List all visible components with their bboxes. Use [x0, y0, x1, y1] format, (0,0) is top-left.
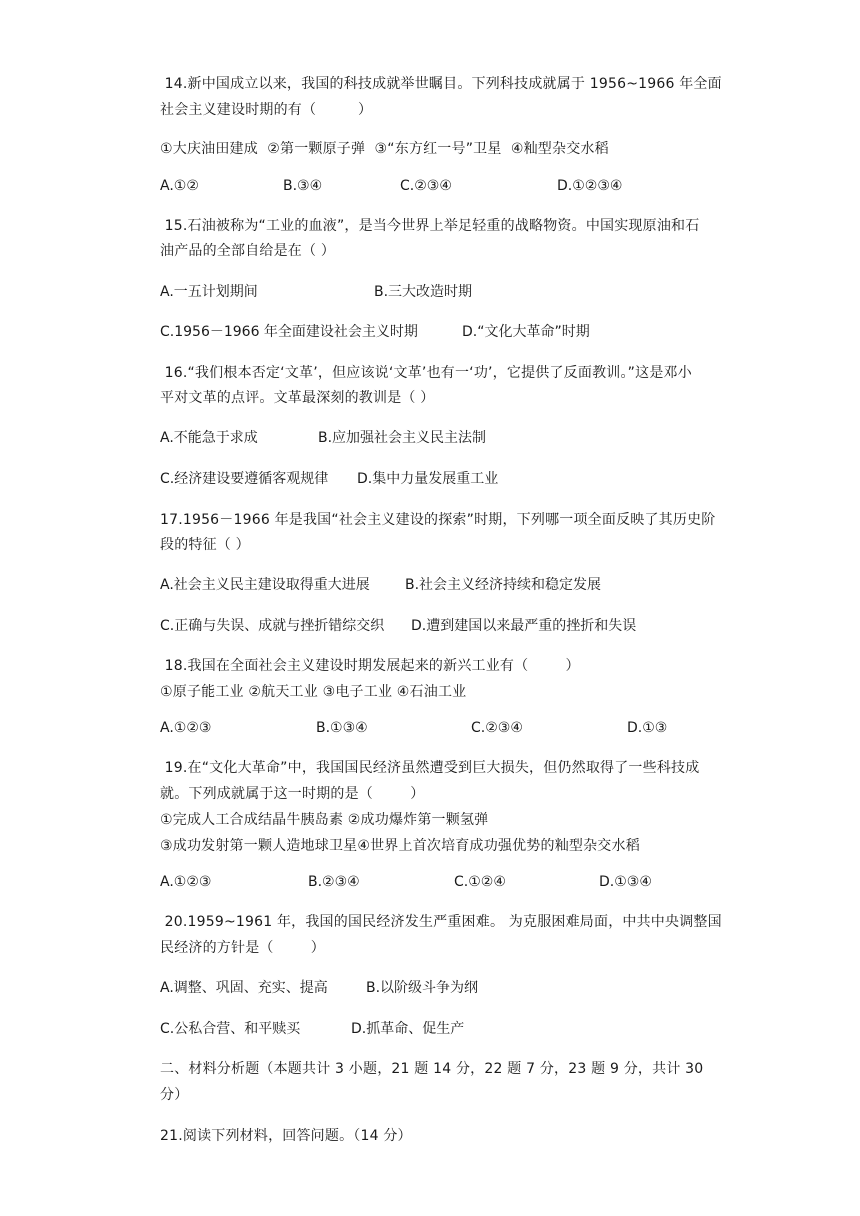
- q19-option-a: A.①②③: [160, 874, 212, 890]
- q16-option-d: D.集中力量发展重工业: [357, 471, 499, 487]
- q17-option-c: C.正确与失误、成就与挫折错综交织: [160, 618, 385, 634]
- q15-stem-line2: 油产品的全部自给是在（ ）: [160, 243, 336, 259]
- q20-option-c: C.公私合营、和平赎买: [160, 1021, 301, 1037]
- q20-option-a: A.调整、巩固、充实、提高: [160, 980, 328, 996]
- q17-option-d: D.遭到建国以来最严重的挫折和失误: [411, 618, 637, 634]
- q17-stem-line1: 17.1956－1966 年是我国“社会主义建设的探索”时期，下列哪一项全面反映了其历史阶: [160, 512, 716, 528]
- q15-option-c: C.1956－1966 年全面建设社会主义时期: [160, 324, 418, 340]
- q14-option-d: D.①②③④: [557, 178, 623, 194]
- q19-option-d: D.①③④: [599, 874, 652, 890]
- q14-option-c: C.②③④: [400, 178, 452, 194]
- q19-option-c: C.①②④: [454, 874, 506, 890]
- q17-option-b: B.社会主义经济持续和稳定发展: [405, 577, 602, 593]
- q14-items: ①大庆油田建成 ②第一颗原子弹 ③“东方红一号”卫星 ④籼型杂交水稻: [160, 141, 609, 157]
- q16-option-b: B.应加强社会主义民主法制: [318, 430, 487, 446]
- q16-stem-line2: 平对文革的点评。文革最深刻的教训是（ ）: [160, 390, 435, 406]
- q18-items: ①原子能工业 ②航天工业 ③电子工业 ④石油工业: [160, 684, 467, 700]
- q20-option-b: B.以阶级斗争为纲: [366, 980, 479, 996]
- q18-option-b: B.①③④: [316, 720, 368, 736]
- q18-option-c: C.②③④: [471, 720, 523, 736]
- q14-option-b: B.③④: [283, 178, 323, 194]
- q20-stem-line1: 20.1959~1961 年，我国的国民经济发生严重困难。 为克服困难局面，中共中央调整国: [160, 914, 722, 930]
- q16-option-a: A.不能急于求成: [160, 430, 258, 446]
- q14-option-a: A.①②: [160, 178, 199, 194]
- q19-items-line1: ①完成人工合成结晶牛胰岛素 ②成功爆炸第一颗氢弹: [160, 812, 489, 828]
- q18-stem: 18.我国在全面社会主义建设时期发展起来的新兴工业有（ ）: [160, 658, 580, 674]
- q14-stem-line2: 社会主义建设时期的有（ ）: [160, 102, 373, 118]
- q15-option-b: B.三大改造时期: [374, 284, 473, 300]
- q18-option-a: A.①②③: [160, 720, 212, 736]
- q18-option-d: D.①③: [627, 720, 668, 736]
- q20-option-d: D.抓革命、促生产: [351, 1021, 465, 1037]
- q20-stem-line2: 民经济的方针是（ ）: [160, 940, 326, 956]
- q19-stem-line1: 19.在“文化大革命”中，我国国民经济虽然遭受到巨大损失，但仍然取得了一些科技成: [160, 760, 700, 776]
- q14-stem-line1: 14.新中国成立以来，我国的科技成就举世瞩目。下列科技成就属于 1956~1966 年全面: [160, 76, 722, 92]
- q16-option-c: C.经济建设要遵循客观规律: [160, 471, 329, 487]
- q19-option-b: B.②③④: [308, 874, 360, 890]
- section2-heading-line1: 二、材料分析题（本题共计 3 小题，21 题 14 分，22 题 7 分，23 题 9 分，共计 30: [160, 1061, 704, 1077]
- q17-option-a: A.社会主义民主建设取得重大进展: [160, 577, 370, 593]
- q21-stem: 21.阅读下列材料，回答问题。（14 分）: [160, 1128, 412, 1144]
- q19-stem-line2: 就。下列成就属于这一时期的是（ ）: [160, 786, 425, 802]
- section2-heading-line2: 分）: [160, 1087, 189, 1103]
- q19-items-line2: ③成功发射第一颗人造地球卫星④世界上首次培育成功强优势的籼型杂交水稻: [160, 838, 640, 854]
- q15-stem-line1: 15.石油被称为“工业的血液”，是当今世界上举足轻重的战略物资。中国实现原油和石: [160, 218, 700, 234]
- q15-option-a: A.一五计划期间: [160, 284, 258, 300]
- q17-stem-line2: 段的特征（ ）: [160, 537, 250, 553]
- q15-option-d: D.“文化大革命”时期: [462, 324, 590, 340]
- q16-stem-line1: 16.“我们根本否定‘文革’，但应该说‘文革’也有一‘功’，它提供了反面教训。”这是邓小: [160, 365, 692, 381]
